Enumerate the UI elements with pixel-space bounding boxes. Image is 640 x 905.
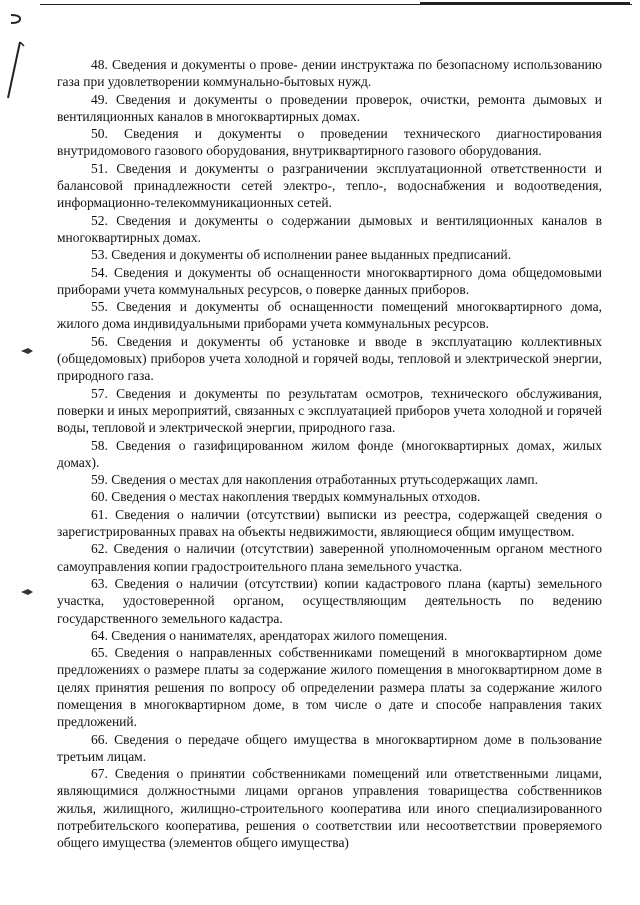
paragraph-item-50: 50. Сведения и документы о проведении технического диагностирования внутридомового газового оборудования, внутриквартирного газового оборудования. (57, 126, 602, 159)
top-edge-line-thick (420, 2, 630, 4)
paragraph-item-58: 58. Сведения о газифицированном жилом фонде (многоквартирных домах, жилых домах). (57, 437, 602, 470)
margin-scan-mark-icon (20, 587, 34, 597)
paragraph-item-57: 57. Сведения и документы по результатам осмотров, технического обслуживания, поверки и иных мероприятий, связанных с эксплуатацией приборов учета холодной и горячей воды, тепловой и электрической энергии, природного газа. (57, 385, 602, 436)
paragraph-item-63: 63. Сведения о наличии (отсутствии) копии кадастрового плана (карты) земельного участка, удостоверенной органом, осуществляющим деятельность по ведению государственного земельного кадастра. (57, 575, 602, 626)
paragraph-item-55: 55. Сведения и документы об оснащенности помещений многоквартирного дома, жилого дома индивидуальными приборами учета коммунальных ресурсов. (57, 299, 602, 332)
paragraph-item-51: 51. Сведения и документы о разграничении эксплуатационной ответственности и балансовой принадлежности сетей электро-, тепло-, водоснабжения и водоотведения, информационно-телекоммуникационных сетей. (57, 160, 602, 211)
paragraph-item-67: 67. Сведения о принятии собственниками помещений или ответственными лицами, являющимися должностными лицами органов управления товарищества собственников жилья, жилищного, жилищно-строительного кооператива или иного специализированного потребительского кооператива, решения о соответствии или несоответствии проверяемого общего имущества (элементов общего имущества) (57, 766, 602, 851)
paragraph-item-66: 66. Сведения о передаче общего имущества в многоквартирном доме в пользование третьим лицам. (57, 731, 602, 764)
paragraph-item-64: 64. Сведения о нанимателях, арендаторах жилого помещения. (91, 627, 448, 643)
paragraph-item-53: 53. Сведения и документы об исполнении ранее выданных предписаний. (91, 247, 512, 263)
paragraph-item-48: 48. Сведения и документы о прове- дении инструктажа по безопасному использованию газа при удовлетворении коммунально-бытовых нужд. (57, 57, 602, 90)
paragraph-item-60: 60. Сведения о местах накопления твердых коммунальных отходов. (91, 489, 481, 505)
corner-scan-mark-icon (8, 12, 22, 26)
paragraph-item-59: 59. Сведения о местах для накопления отработанных ртутьсодержащих ламп. (91, 472, 538, 488)
margin-pen-stroke-icon (2, 40, 26, 100)
paragraph-item-65: 65. Сведения о направленных собственниками помещений в многоквартирном доме предложениях о размере платы за содержание жилого помещения в многоквартирном доме в целях принятия решения по вопросу об определении размера платы за содержание жилого помещения в многоквартирном доме, в том числе о дате и способе направления таких предложений. (57, 645, 602, 730)
paragraph-item-56: 56. Сведения и документы об установке и вводе в эксплуатацию коллективных (общедомовых) приборов учета холодной и горячей воды, тепловой и электрической энергии, природного газа. (57, 333, 602, 384)
margin-scan-mark-icon (20, 346, 34, 356)
paragraph-item-62: 62. Сведения о наличии (отсутствии) заверенной уполномоченным органом местного самоуправления копии градостроительного плана земельного участка. (57, 541, 602, 574)
paragraph-item-52: 52. Сведения и документы о содержании дымовых и вентиляционных каналов в многоквартирных домах. (57, 212, 602, 245)
paragraph-item-49: 49. Сведения и документы о проведении проверок, очистки, ремонта дымовых и вентиляционных каналов в многоквартирных домах. (57, 91, 602, 124)
paragraph-item-54: 54. Сведения и документы об оснащенности многоквартирного дома общедомовыми приборами учета коммунальных ресурсов, о поверке данных приборов. (57, 264, 602, 297)
document-body (57, 56, 602, 852)
paragraph-item-61: 61. Сведения о наличии (отсутствии) выписки из реестра, содержащей сведения о зарегистрированных правах на объекты недвижимости, являющиеся общим имуществом. (57, 506, 602, 540)
top-edge-line (40, 4, 632, 5)
